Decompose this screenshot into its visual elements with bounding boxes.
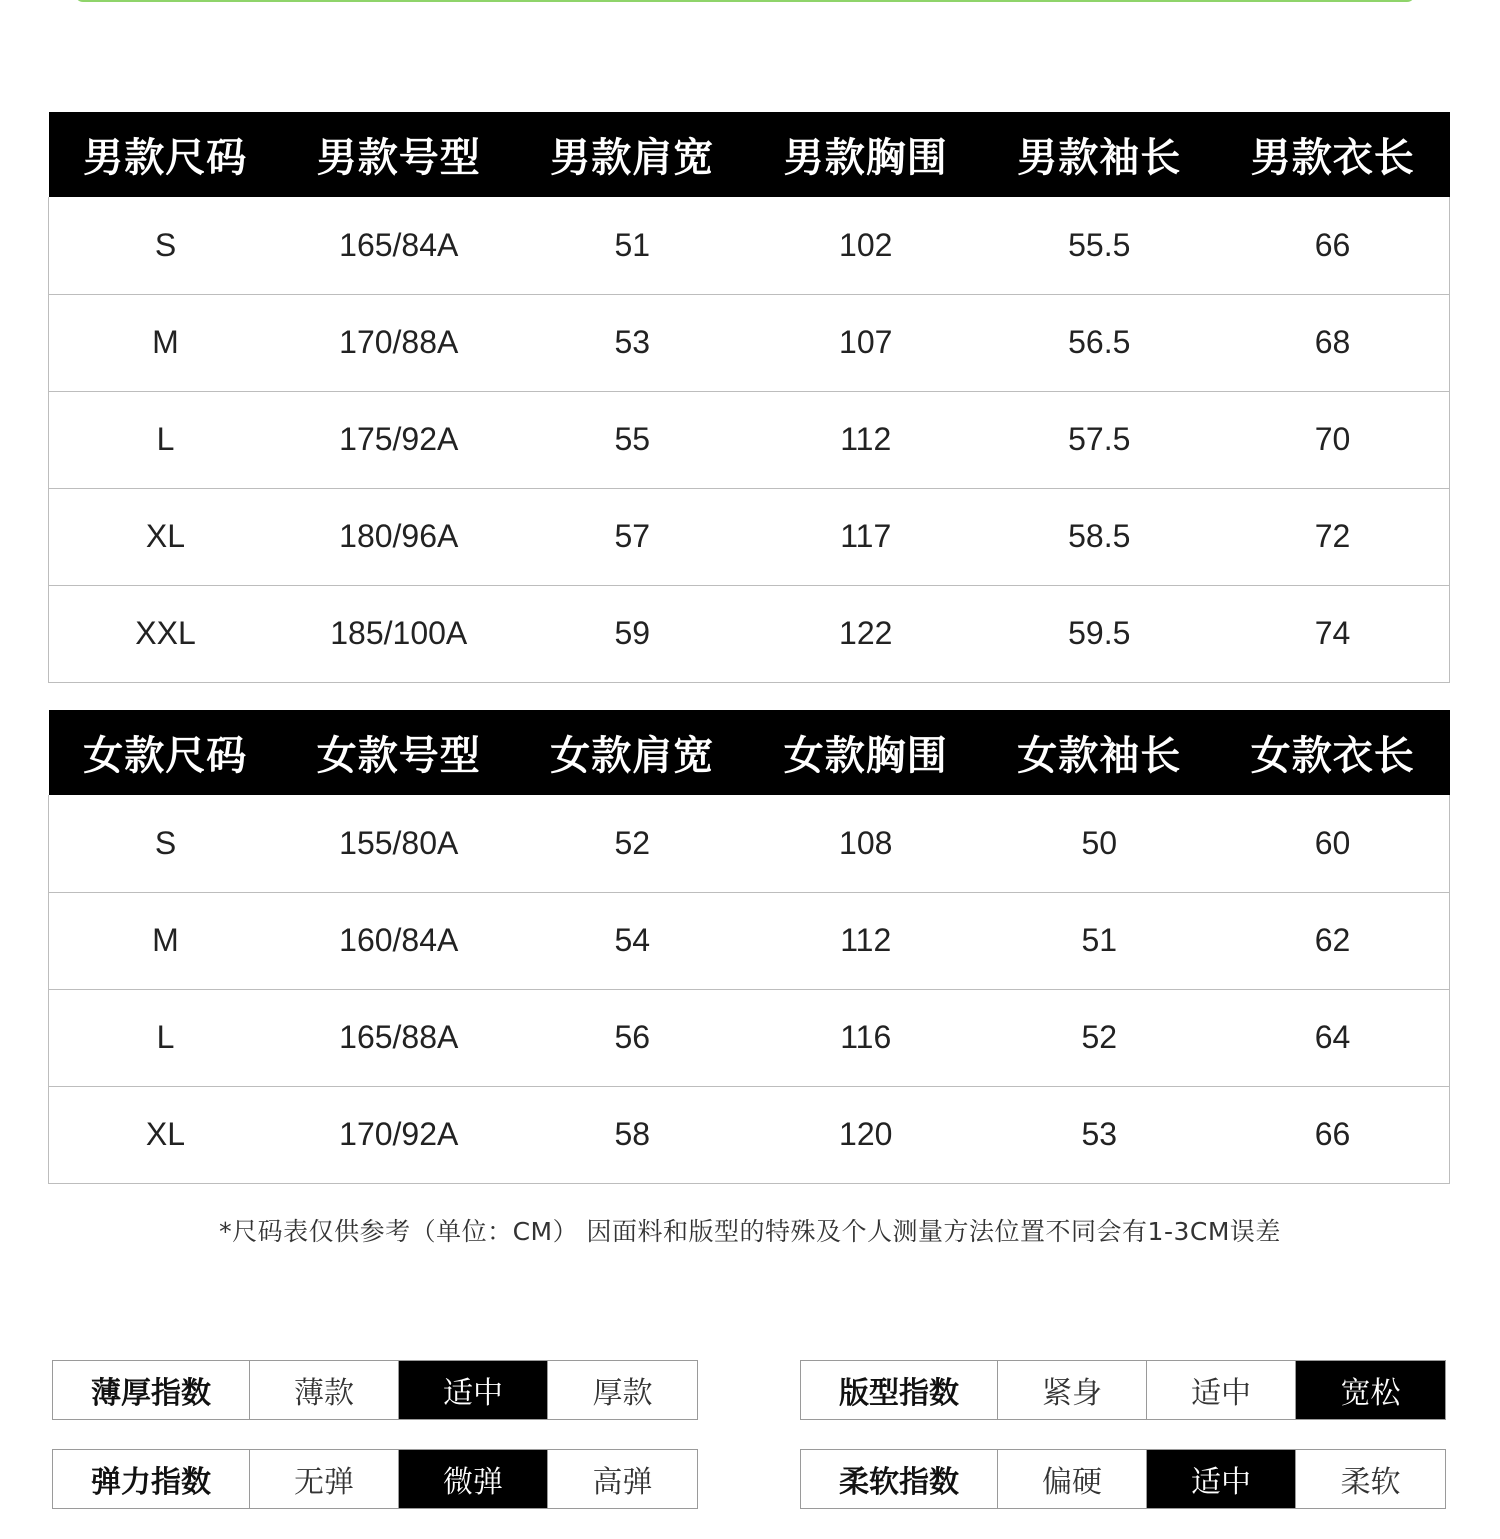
table-cell: 170/92A [282,1086,516,1183]
thickness-index [52,1360,698,1420]
men-header-chest: 男款胸围 [749,112,983,197]
women-header-chest: 女款胸围 [749,710,983,795]
table-cell: XL [49,488,283,585]
table-cell: 112 [749,391,983,488]
table-row [49,391,1450,488]
table-cell: 66 [1216,1086,1450,1183]
table-cell: 52 [516,795,750,892]
table-cell: 53 [983,1086,1217,1183]
table-cell: 60 [1216,795,1450,892]
table-cell: 170/88A [282,294,516,391]
table-row [49,488,1450,585]
softness-option-firm: 偏硬 [998,1450,1147,1508]
table-cell: XXL [49,585,283,682]
table-cell: 74 [1216,585,1450,682]
fit-index [800,1360,1446,1420]
table-row [49,585,1450,682]
women-header-body-type: 女款号型 [282,710,516,795]
table-cell: 57 [516,488,750,585]
fit-option-slim: 紧身 [998,1361,1147,1419]
table-cell: 59.5 [983,585,1217,682]
table-cell: 62 [1216,892,1450,989]
softness-option-medium: 适中 [1147,1450,1296,1508]
table-cell: 102 [749,197,983,294]
thickness-option-thick: 厚款 [592,1376,653,1411]
table-cell: 50 [983,795,1217,892]
table-cell: 180/96A [282,488,516,585]
elasticity-index-label: 弹力指数 [53,1450,250,1508]
table-cell: 57.5 [983,391,1217,488]
table-cell: 55 [516,391,750,488]
softness-index-label: 柔软指数 [801,1450,998,1508]
table-row [49,795,1450,892]
table-cell: L [49,391,283,488]
table-cell: 107 [749,294,983,391]
table-row [49,294,1450,391]
table-cell: 53 [516,294,750,391]
table-cell: 56 [516,989,750,1086]
table-cell: S [49,795,283,892]
women-header-shoulder: 女款肩宽 [516,710,750,795]
table-cell: 117 [749,488,983,585]
table-cell: 120 [749,1086,983,1183]
top-decorative-rule [75,0,1415,2]
table-cell: 108 [749,795,983,892]
table-cell: 56.5 [983,294,1217,391]
table-cell: M [49,294,283,391]
table-cell: 64 [1216,989,1450,1086]
table-row [49,1086,1450,1183]
table-row [49,892,1450,989]
women-header-size: 女款尺码 [49,710,283,795]
men-header-sleeve: 男款袖长 [983,112,1217,197]
elasticity-option-high: 高弹 [592,1465,653,1500]
fit-option-loose: 宽松 [1296,1361,1445,1419]
table-cell: 165/88A [282,989,516,1086]
table-cell: 68 [1216,294,1450,391]
softness-option-soft: 柔软 [1340,1465,1401,1500]
table-cell: 58 [516,1086,750,1183]
men-header-length: 男款衣长 [1216,112,1450,197]
women-size-table [48,710,1450,1184]
table-cell: 175/92A [282,391,516,488]
table-cell: XL [49,1086,283,1183]
men-header-body-type: 男款号型 [282,112,516,197]
table-cell: 52 [983,989,1217,1086]
table-cell: 122 [749,585,983,682]
elasticity-option-none: 无弹 [250,1450,399,1508]
thickness-option-medium: 适中 [399,1361,548,1419]
table-cell: 160/84A [282,892,516,989]
table-cell: 72 [1216,488,1450,585]
men-table-header-row [49,112,1450,197]
table-cell: 51 [983,892,1217,989]
table-cell: S [49,197,283,294]
thickness-option-thin: 薄款 [250,1361,399,1419]
table-cell: 51 [516,197,750,294]
men-size-table [48,112,1450,683]
size-disclaimer-note: *尺码表仅供参考（单位：CM） 因面料和版型的特殊及个人测量方法位置不同会有1-3CM误差 [219,1217,1281,1246]
women-header-length: 女款衣长 [1216,710,1450,795]
table-cell: 55.5 [983,197,1217,294]
thickness-index-label: 薄厚指数 [53,1361,250,1419]
elasticity-index [52,1449,698,1509]
table-cell: 112 [749,892,983,989]
table-cell: 165/84A [282,197,516,294]
table-cell: 116 [749,989,983,1086]
table-cell: 70 [1216,391,1450,488]
softness-index [800,1449,1446,1509]
table-cell: 59 [516,585,750,682]
table-cell: 66 [1216,197,1450,294]
table-row [49,197,1450,294]
men-header-size: 男款尺码 [49,112,283,197]
fit-option-regular: 适中 [1147,1361,1296,1419]
table-cell: 155/80A [282,795,516,892]
table-cell: 185/100A [282,585,516,682]
elasticity-option-slight: 微弹 [399,1450,548,1508]
table-cell: 58.5 [983,488,1217,585]
table-cell: 54 [516,892,750,989]
fit-index-label: 版型指数 [801,1361,998,1419]
table-row [49,989,1450,1086]
table-cell: M [49,892,283,989]
men-header-shoulder: 男款肩宽 [516,112,750,197]
women-header-sleeve: 女款袖长 [983,710,1217,795]
table-cell: L [49,989,283,1086]
women-table-header-row [49,710,1450,795]
